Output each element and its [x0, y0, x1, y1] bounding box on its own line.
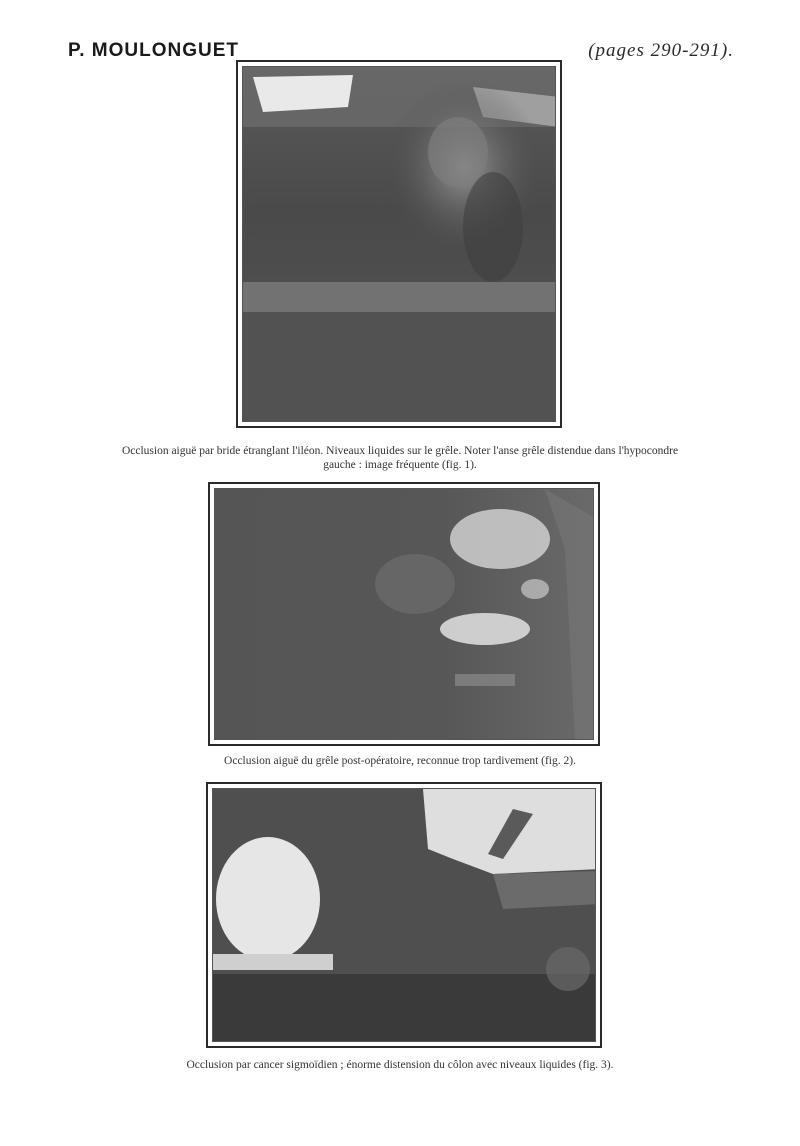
page-header-pages: (pages 290-291). — [588, 40, 734, 61]
figure-3-caption: Occlusion par cancer sigmoïdien ; énorme distension du côlon avec niveaux liquides (fig. 3). — [186, 1059, 614, 1071]
figure-1-caption-line-2: gauche : image fréquente (fig. 1). — [323, 459, 477, 471]
xray-figure-1 — [236, 60, 562, 428]
page-header-author: P. MOULONGUET — [68, 40, 239, 61]
xray-image-1 — [243, 67, 556, 422]
figure-1-caption-line-1: Occlusion aiguë par bride étranglant l'iléon. Niveaux liquides sur le grêle. Noter l'anse grêle distendue dans l'hypocondre — [121, 445, 679, 457]
xray-figure-3 — [206, 782, 602, 1048]
xray-image-2 — [215, 489, 594, 740]
xray-image-3 — [213, 789, 596, 1042]
xray-figure-2 — [208, 482, 600, 746]
figure-2-caption: Occlusion aiguë du grêle post-opératoire, reconnue trop tardivement (fig. 2). — [224, 755, 576, 767]
